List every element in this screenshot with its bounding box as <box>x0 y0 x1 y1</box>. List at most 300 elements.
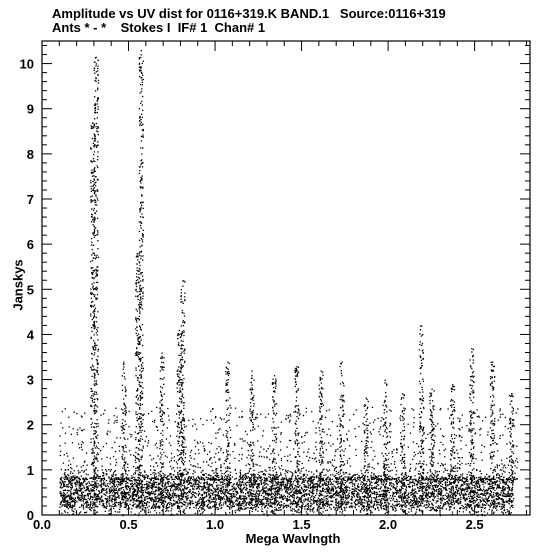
data-point <box>146 505 147 506</box>
data-point <box>279 497 280 498</box>
data-point <box>298 481 299 482</box>
data-point <box>504 509 505 510</box>
data-point <box>295 485 296 486</box>
data-point <box>506 501 507 502</box>
data-point <box>256 480 257 481</box>
data-point <box>330 493 331 494</box>
data-point <box>427 480 428 481</box>
data-point <box>312 510 313 511</box>
data-point <box>318 508 319 509</box>
data-point <box>156 512 157 513</box>
data-point <box>113 474 114 475</box>
data-point <box>483 486 484 487</box>
data-point <box>223 504 224 505</box>
data-point <box>414 507 415 508</box>
data-point <box>148 492 149 493</box>
data-point <box>375 498 376 499</box>
data-point <box>507 509 508 510</box>
data-point <box>295 470 296 471</box>
data-point <box>116 499 117 500</box>
data-point <box>493 506 494 507</box>
data-point <box>189 500 190 501</box>
data-point <box>343 499 344 500</box>
data-point <box>206 495 207 496</box>
data-point <box>429 507 430 508</box>
data-point <box>324 496 325 497</box>
data-point <box>155 489 156 490</box>
data-point <box>127 500 128 501</box>
data-point <box>133 504 134 505</box>
data-point <box>106 488 107 489</box>
data-point <box>482 514 483 515</box>
data-point <box>65 481 66 482</box>
data-point <box>254 506 255 507</box>
data-point <box>106 502 107 503</box>
data-point <box>371 499 372 500</box>
data-point <box>451 487 452 488</box>
data-point <box>65 486 66 487</box>
data-point <box>325 482 326 483</box>
data-point <box>155 501 156 502</box>
data-point <box>133 502 134 503</box>
data-point <box>311 499 312 500</box>
data-point <box>329 478 330 479</box>
data-point <box>426 507 427 508</box>
data-point <box>370 491 371 492</box>
data-point <box>460 501 461 502</box>
data-point <box>503 493 504 494</box>
data-point <box>223 489 224 490</box>
data-point <box>65 496 66 497</box>
data-point <box>207 483 208 484</box>
data-point <box>261 500 262 501</box>
data-point <box>395 508 396 509</box>
data-point <box>445 502 446 503</box>
data-point <box>316 484 317 485</box>
data-point <box>412 504 413 505</box>
data-point <box>258 507 259 508</box>
data-point <box>385 479 386 480</box>
data-point <box>429 501 430 502</box>
data-point <box>180 486 181 487</box>
data-point <box>379 499 380 500</box>
data-point <box>219 495 220 496</box>
data-point <box>358 506 359 507</box>
data-point <box>296 498 297 499</box>
data-point <box>472 469 473 470</box>
data-point <box>352 506 353 507</box>
data-point <box>373 497 374 498</box>
data-point <box>291 481 292 482</box>
data-point <box>232 476 233 477</box>
data-point <box>222 492 223 493</box>
data-point <box>293 514 294 515</box>
data-point <box>313 496 314 497</box>
data-point <box>347 497 348 498</box>
data-point <box>97 512 98 513</box>
data-point <box>202 507 203 508</box>
data-point <box>68 504 69 505</box>
data-point <box>188 484 189 485</box>
data-point <box>457 485 458 486</box>
data-point <box>156 503 157 504</box>
data-point <box>422 486 423 487</box>
data-point <box>332 501 333 502</box>
data-point <box>369 481 370 482</box>
data-point <box>173 491 174 492</box>
data-point <box>412 496 413 497</box>
data-point <box>359 499 360 500</box>
data-point <box>140 506 141 507</box>
data-point <box>198 480 199 481</box>
data-point <box>465 504 466 505</box>
data-point <box>385 486 386 487</box>
data-point <box>447 482 448 483</box>
data-point <box>168 483 169 484</box>
data-point <box>332 484 333 485</box>
data-point <box>71 485 72 486</box>
data-point <box>186 493 187 494</box>
data-point <box>258 490 259 491</box>
data-point <box>149 486 150 487</box>
data-point <box>380 502 381 503</box>
data-point <box>395 492 396 493</box>
data-point <box>512 487 513 488</box>
data-point <box>503 513 504 514</box>
data-point <box>442 495 443 496</box>
data-point <box>484 515 485 516</box>
data-point <box>374 503 375 504</box>
data-point <box>251 508 252 509</box>
data-point <box>280 507 281 508</box>
data-point <box>109 500 110 501</box>
data-point <box>456 489 457 490</box>
y-tick-label: 3 <box>26 372 34 388</box>
data-point <box>214 489 215 490</box>
data-point <box>493 494 494 495</box>
data-point <box>460 503 461 504</box>
data-point <box>171 506 172 507</box>
data-point <box>449 481 450 482</box>
data-point <box>184 478 185 479</box>
data-point <box>185 496 186 497</box>
data-point <box>137 504 138 505</box>
data-point <box>234 488 235 489</box>
data-point <box>408 503 409 504</box>
data-point <box>335 481 336 482</box>
data-point <box>72 483 73 484</box>
data-point <box>346 502 347 503</box>
data-point <box>113 508 114 509</box>
data-point <box>159 508 160 509</box>
data-point <box>320 512 321 513</box>
data-point <box>406 487 407 488</box>
data-point <box>110 492 111 493</box>
data-point <box>507 511 508 512</box>
data-point <box>281 509 282 510</box>
data-point <box>410 486 411 487</box>
data-point <box>300 501 301 502</box>
data-point <box>350 505 351 506</box>
data-point <box>336 501 337 502</box>
data-point <box>271 510 272 511</box>
data-point <box>106 508 107 509</box>
data-point <box>463 481 464 482</box>
data-point <box>374 487 375 488</box>
data-point <box>457 477 458 478</box>
data-point <box>446 508 447 509</box>
data-point <box>285 484 286 485</box>
data-point <box>333 486 334 487</box>
data-point <box>155 473 156 474</box>
data-point <box>507 493 508 494</box>
data-point <box>101 482 102 483</box>
data-point <box>170 494 171 495</box>
data-point <box>215 475 216 476</box>
data-point <box>206 501 207 502</box>
data-point <box>461 493 462 494</box>
data-point <box>416 480 417 481</box>
data-point <box>449 509 450 510</box>
data-point <box>316 493 317 494</box>
data-point <box>482 493 483 494</box>
data-point <box>312 488 313 489</box>
data-point <box>352 488 353 489</box>
data-point <box>283 483 284 484</box>
data-point <box>467 479 468 480</box>
data-point <box>181 498 182 499</box>
data-point <box>312 482 313 483</box>
data-point <box>109 513 110 514</box>
data-point <box>493 476 494 477</box>
data-point <box>222 497 223 498</box>
data-point <box>193 480 194 481</box>
x-tick-label: 2.0 <box>379 517 398 532</box>
data-point <box>240 473 241 474</box>
data-point <box>143 487 144 488</box>
data-point <box>63 502 64 503</box>
data-point <box>425 490 426 491</box>
data-point <box>452 493 453 494</box>
data-point <box>400 495 401 496</box>
data-point <box>96 496 97 497</box>
data-point <box>235 510 236 511</box>
data-point <box>215 490 216 491</box>
data-point <box>478 482 479 483</box>
data-point <box>299 497 300 498</box>
data-point <box>287 500 288 501</box>
data-point <box>418 501 419 502</box>
data-point <box>311 487 312 488</box>
data-point <box>264 507 265 508</box>
data-point <box>145 508 146 509</box>
data-point <box>159 483 160 484</box>
data-point <box>144 500 145 501</box>
data-point <box>300 511 301 512</box>
data-point <box>187 504 188 505</box>
data-point <box>344 507 345 508</box>
data-point <box>340 481 341 482</box>
data-point <box>231 494 232 495</box>
data-point <box>286 500 287 501</box>
data-point <box>290 501 291 502</box>
data-point <box>402 493 403 494</box>
y-tick-label: 2 <box>26 417 34 433</box>
data-point <box>287 485 288 486</box>
data-point <box>414 496 415 497</box>
data-point <box>263 491 264 492</box>
data-point <box>276 485 277 486</box>
data-point <box>261 480 262 481</box>
data-point <box>100 485 101 486</box>
data-point <box>467 485 468 486</box>
data-point <box>129 480 130 481</box>
data-point <box>458 499 459 500</box>
data-point <box>422 489 423 490</box>
data-point <box>491 500 492 501</box>
data-point <box>281 495 282 496</box>
data-point <box>176 495 177 496</box>
data-point <box>88 498 89 499</box>
data-point <box>396 499 397 500</box>
data-point <box>322 485 323 486</box>
data-point <box>310 497 311 498</box>
data-point <box>316 491 317 492</box>
data-point <box>500 492 501 493</box>
data-point <box>328 481 329 482</box>
data-point <box>354 506 355 507</box>
data-point <box>129 504 130 505</box>
data-point <box>85 495 86 496</box>
data-point <box>425 483 426 484</box>
data-point <box>332 474 333 475</box>
data-point <box>435 472 436 473</box>
data-point <box>410 492 411 493</box>
data-point <box>410 501 411 502</box>
data-point <box>417 482 418 483</box>
data-point <box>256 500 257 501</box>
data-point <box>204 483 205 484</box>
data-point <box>247 482 248 483</box>
data-point <box>307 500 308 501</box>
data-point <box>108 501 109 502</box>
data-point <box>403 483 404 484</box>
data-point <box>335 493 336 494</box>
data-point <box>196 478 197 479</box>
data-point <box>473 477 474 478</box>
data-point <box>349 483 350 484</box>
data-point <box>481 489 482 490</box>
data-point <box>81 504 82 505</box>
data-point <box>195 492 196 493</box>
data-point <box>103 488 104 489</box>
data-point <box>256 486 257 487</box>
data-point <box>84 497 85 498</box>
data-point <box>87 493 88 494</box>
data-point <box>184 492 185 493</box>
data-point <box>64 502 65 503</box>
data-point <box>336 492 337 493</box>
data-point <box>193 484 194 485</box>
data-point <box>504 496 505 497</box>
data-point <box>249 491 250 492</box>
data-point <box>169 502 170 503</box>
data-point <box>301 514 302 515</box>
data-point <box>403 500 404 501</box>
data-point <box>476 500 477 501</box>
data-point <box>425 507 426 508</box>
data-point <box>390 506 391 507</box>
data-point <box>300 507 301 508</box>
data-point <box>64 506 65 507</box>
data-point <box>227 500 228 501</box>
data-point <box>376 504 377 505</box>
data-point <box>114 503 115 504</box>
data-point <box>100 498 101 499</box>
data-point <box>368 498 369 499</box>
data-point <box>369 496 370 497</box>
data-point <box>344 480 345 481</box>
data-point <box>301 493 302 494</box>
data-point <box>150 487 151 488</box>
data-point <box>299 506 300 507</box>
data-point <box>329 496 330 497</box>
data-point <box>338 502 339 503</box>
data-point <box>373 474 374 475</box>
data-point <box>226 499 227 500</box>
data-point <box>395 481 396 482</box>
data-point <box>382 503 383 504</box>
data-point <box>249 489 250 490</box>
data-point <box>347 504 348 505</box>
data-point <box>117 497 118 498</box>
data-point <box>340 473 341 474</box>
data-point <box>376 496 377 497</box>
data-point <box>153 483 154 484</box>
data-point <box>219 490 220 491</box>
data-point <box>351 507 352 508</box>
data-point <box>173 515 174 516</box>
data-point <box>118 489 119 490</box>
data-point <box>190 485 191 486</box>
data-point <box>134 500 135 501</box>
data-point <box>160 499 161 500</box>
data-point <box>258 494 259 495</box>
data-point <box>73 494 74 495</box>
data-point <box>405 507 406 508</box>
data-point <box>204 492 205 493</box>
data-point <box>459 511 460 512</box>
data-point <box>361 486 362 487</box>
data-point <box>305 498 306 499</box>
data-point <box>76 489 77 490</box>
data-point <box>209 506 210 507</box>
data-point <box>501 511 502 512</box>
data-point <box>200 505 201 506</box>
data-point <box>329 488 330 489</box>
data-point <box>238 485 239 486</box>
data-point <box>120 505 121 506</box>
data-point <box>354 485 355 486</box>
data-point <box>384 497 385 498</box>
data-point <box>218 491 219 492</box>
data-point <box>328 501 329 502</box>
data-point <box>371 501 372 502</box>
data-point <box>161 499 162 500</box>
data-point <box>345 490 346 491</box>
data-point <box>255 477 256 478</box>
data-point <box>394 501 395 502</box>
